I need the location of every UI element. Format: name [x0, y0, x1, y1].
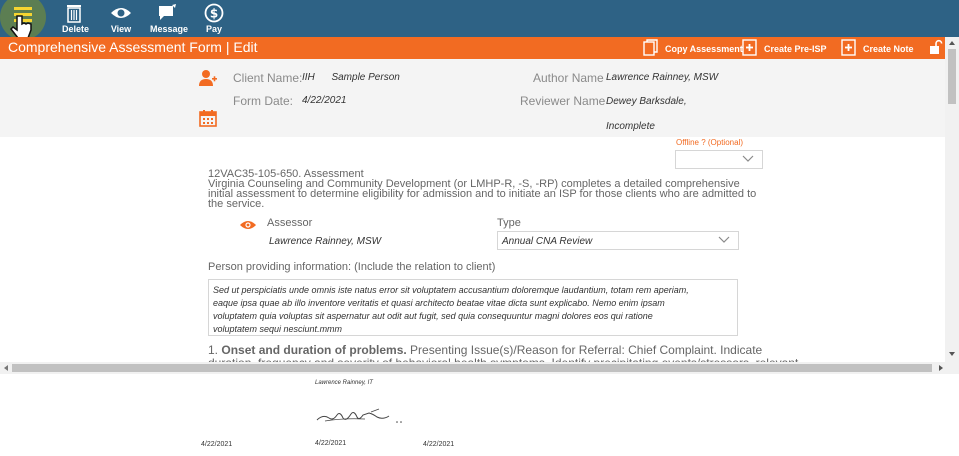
delete-button[interactable]: [62, 0, 90, 37]
delete-label: Delete: [62, 24, 90, 34]
section-1-number: 1.: [208, 343, 219, 357]
type-select[interactable]: [497, 231, 739, 250]
scroll-right-icon[interactable]: [938, 365, 944, 371]
trash-icon: [63, 3, 85, 23]
section-1-text: Presenting Issue(s)/Reason for Referral: Chief Complaint. Indicate: [410, 343, 763, 357]
reviewer-name-label: Reviewer Name: [520, 94, 606, 108]
pay-button[interactable]: [202, 0, 226, 37]
svg-text:$: $: [209, 6, 219, 21]
menu-button[interactable]: [0, 0, 46, 40]
author-name-value: Lawrence Rainney, MSW: [606, 72, 719, 83]
copy-icon: [643, 39, 658, 56]
top-toolbar: [0, 0, 959, 37]
vertical-scroll-thumb[interactable]: [948, 49, 956, 104]
calendar-icon[interactable]: [199, 109, 217, 127]
dollar-icon: [203, 3, 225, 23]
eye-icon[interactable]: [239, 219, 257, 231]
type-selected-value: Annual CNA Review: [502, 236, 593, 247]
message-button[interactable]: [150, 0, 189, 37]
chevron-down-icon: [718, 236, 730, 244]
create-note-label: Create Note: [863, 44, 914, 54]
copy-assessment-label: Copy Assessment: [665, 44, 743, 54]
add-note-icon: [841, 39, 856, 56]
pay-label: Pay: [205, 24, 222, 34]
signature-date-1: 4/22/2021: [201, 441, 233, 448]
section-1-title: Onset and duration of problems.: [221, 343, 407, 357]
vertical-scrollbar[interactable]: [945, 37, 959, 362]
form-date-label: Form Date:: [233, 94, 294, 108]
horizontal-scroll-thumb[interactable]: [12, 364, 932, 372]
reviewer-name-value: Dewey Barksdale,: [606, 96, 687, 107]
person-providing-label: Person providing information: (Include the relation to client): [208, 261, 496, 273]
regulation-text-line2: initial assessment to determine eligibility for admission and to initiate an ISP for those clients who are admitted to: [208, 188, 757, 200]
textarea-line: voluptatem sequi nesciunt.mmm: [213, 324, 343, 334]
create-note-button[interactable]: [841, 39, 914, 57]
add-document-icon: [742, 39, 757, 56]
offline-select[interactable]: [675, 150, 763, 169]
page-title: Comprehensive Assessment Form | Edit: [8, 39, 258, 55]
client-name-value: IIH Sample Person: [302, 72, 400, 83]
status-value: Incomplete: [606, 121, 655, 132]
regulation-text-line3: the service.: [208, 198, 265, 210]
signature-date-2: 4/22/2021: [315, 440, 347, 447]
chevron-down-icon: [742, 155, 754, 163]
assessor-value: Lawrence Rainney, MSW: [269, 236, 382, 247]
scroll-left-icon[interactable]: [3, 365, 9, 371]
horizontal-scrollbar[interactable]: [0, 362, 959, 374]
message-label: Message: [150, 24, 189, 34]
section-1-heading: [208, 343, 944, 362]
assessor-label: Assessor: [267, 217, 313, 229]
signature-image: [313, 406, 405, 426]
signer-name: Lawrence Rainney, IT: [315, 380, 373, 386]
client-name-label: Client Name:: [233, 71, 303, 85]
create-preisp-label: Create Pre-ISP: [764, 44, 827, 54]
eye-icon: [110, 3, 132, 23]
unlock-icon[interactable]: [929, 40, 942, 56]
add-user-icon[interactable]: [199, 69, 217, 87]
type-label: Type: [497, 217, 521, 229]
textarea-line: voluptatem quia voluptas sit aspernatur aut odit aut fugit, sed quia consequuntur magni dolores eos qui ratione: [213, 311, 653, 321]
create-preisp-button[interactable]: [742, 39, 826, 57]
regulation-code: 12VAC35-105-650. Assessment: [208, 168, 364, 180]
message-icon: [157, 3, 179, 23]
form-titlebar: [0, 37, 945, 59]
form-date-value: 4/22/2021: [302, 95, 347, 106]
client-info-panel: [0, 59, 945, 137]
signature-date-3: 4/22/2021: [423, 441, 455, 448]
textarea-line: eaque ipsa quae ab illo inventore veritatis et quasi architecto beatae vitae dicta sunt explicabo. Nemo enim ipsam: [213, 298, 665, 308]
regulation-text-line1: Virginia Counseling and Community Development (or LMHP-R, -S, -RP) completes a detailed comprehensive: [208, 178, 740, 190]
scroll-down-icon[interactable]: [948, 351, 956, 357]
offline-label: Offline ? (Optional): [676, 138, 743, 147]
scroll-up-icon[interactable]: [948, 40, 956, 46]
copy-assessment-button[interactable]: [643, 39, 743, 57]
person-providing-textarea[interactable]: [208, 279, 738, 336]
author-name-label: Author Name: [533, 71, 604, 85]
view-label: View: [110, 24, 132, 34]
view-button[interactable]: [108, 0, 134, 37]
hamburger-icon: [0, 0, 46, 40]
textarea-line: Sed ut perspiciatis unde omnis iste natus error sit voluptatem accusantium doloremque laudantium, totam rem aperiam,: [213, 285, 689, 295]
